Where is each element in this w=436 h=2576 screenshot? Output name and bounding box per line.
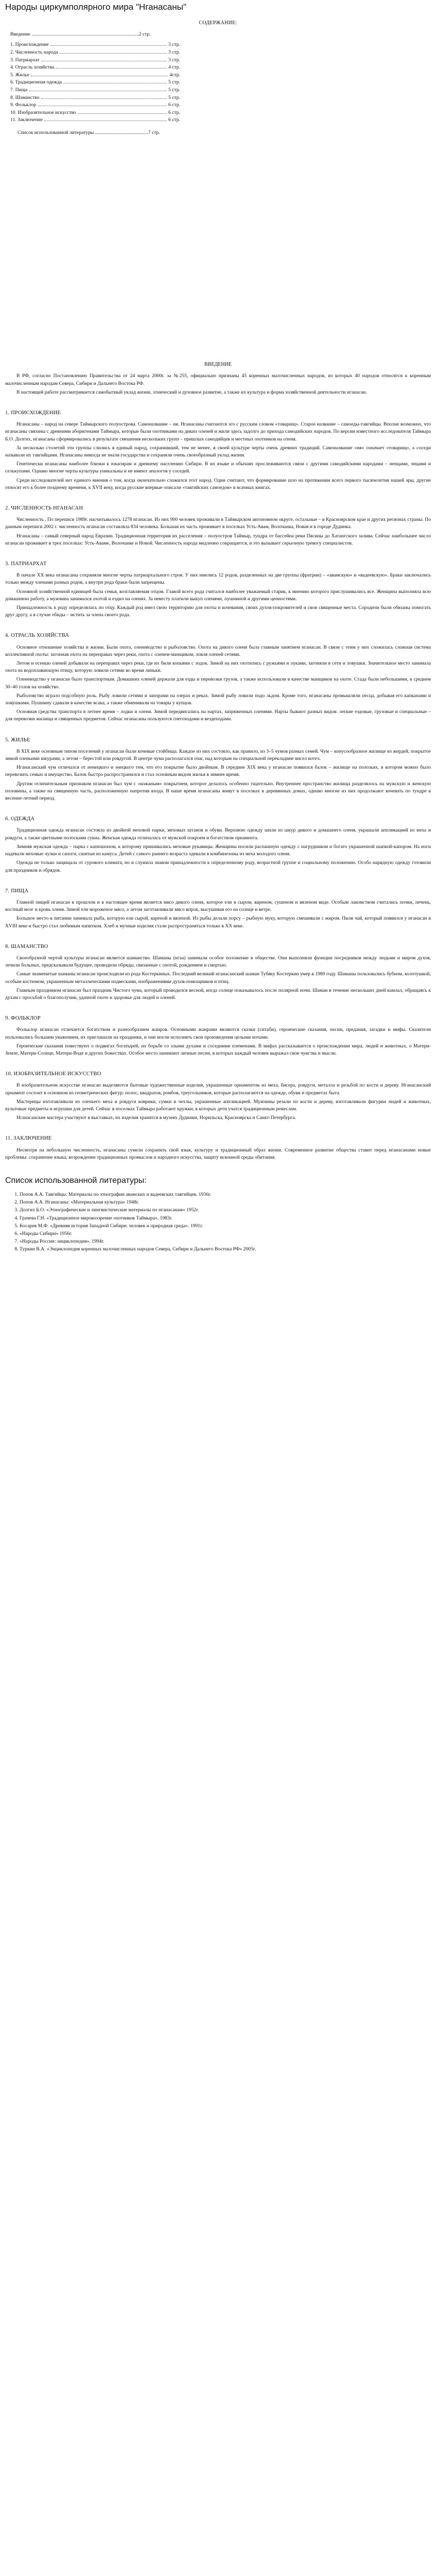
literature-item: 5. Косарев М.Ф. «Древняя история Западной Сибири: человек и природная среда». 1991г. (20, 1223, 431, 1230)
toc-item-page: 6 стр. (168, 102, 180, 108)
toc-item (10, 57, 180, 64)
toc-literature-line: Список использованной литературы ...........................................7 стр. (18, 129, 160, 135)
chapter-paragraph: Героические сказания повествуют о подвигах богатырей, их борьбе со злыми духами и соседними племенами. В мифах рассказывается о происхождении мира, людей и животных, о Матери-Земле, Матери-Солнце, Матери-Воде и других божествах. Особое место занимают личные песни, в которых каждый человек выражал свои чувства и мысли. (5, 1043, 431, 1056)
chapter-section (5, 632, 431, 723)
toc-list (5, 41, 431, 124)
toc-leader (60, 53, 167, 54)
chapter-title: 3. ПАТРИАРХАТ (5, 561, 47, 567)
literature-item: 3. Долгих Б.О. «Этнографические и лингвистические материалы по нганасанам» 1952г. (20, 1207, 431, 1214)
chapter-section (5, 410, 431, 492)
chapter-paragraph: В XIX веке основным типом поселений у нганасан были кочевые стойбища. Каждое из них состояло, как правило, из 3–5 чумов разных семей. Чум – конусообразное жилище из жердей, покрытое зимой оленьими шкурами, а летом – берестой или ровдугой. В центре чума располагался очаг, над которым на специальной перекладине висел котел. (5, 748, 431, 762)
chapter-section (5, 816, 431, 874)
chapter-paragraph: Мастерицы изготавливали из оленьего меха и ровдуги коврики, сумки и чехлы, украшенные аппликацией. Мужчины резали по кости и дереву, изготавливали фигурки людей и животных, культовые предметы и игрушки для детей. Сейчас в поселках Таймыра работают кружки, в которых дети учатся традиционным ремеслам. (5, 1098, 431, 1112)
toc-item (10, 79, 180, 87)
toc-item (10, 87, 180, 94)
chapter-paragraph: Нганасаны – народ на севере Таймырского полуострова. Самоназвание – ня. Нганасаны считаются эго с русским словом «товарищ». Старое название – самоеды-тавгийцы. Вполне возможно, что нганасаны связаны с древними аборигенами Таймыра, которые были охотниками на диких оленей и жили здесь задолго до прихода самодийских народов. По версии известного исследователя Таймыра Б.О. Долгих, нганасаны сформировались в результате смешения нескольких групп – пришлых самодийцев и местных охотников на оленя. (5, 421, 431, 442)
chapter-paragraph: Большое место в питании занимала рыба, которую ели сырой, вареной и вяленой. Из рыбы делали порсу – рыбную муку, которую смешивали с жиром. Пили чай, который появился у нганасан в XVIII веке и быстро стал любимым напитком. Хлеб и мучные изделия стали распространяться только в XX веке. (5, 916, 431, 929)
toc-item-label: 3. Патриархат (10, 57, 40, 63)
chapter-title: 5. ЖИЛЬЕ (5, 737, 30, 743)
chapter-paragraph: Фольклор нганасан отличается богатством и разнообразием жанров. Основными жанрами являются сказки (ситаби), героические сказания, песни, предания, загадки и мифы. Сказители пользовались большим уважением, их приглашали на праздники, и они могли исполнять свои произведения целыми ночами. (5, 1027, 431, 1040)
toc-item-page: 3 стр. (168, 42, 180, 48)
toc-item-label: 2. Численность народа (10, 49, 58, 55)
intro-paragraph: В РФ, согласно Постановлению Правительства от 24 марта 2000г. за №255, официально признаны 45 коренных малочисленных народов, из которых 40 народов относятся к коренным малочисленным народам Севера, Сибири и Дальнего Востока РФ. (5, 373, 431, 386)
toc-item-page: 3 стр. (168, 49, 180, 55)
chapter-section (5, 737, 431, 803)
toc-item-label: 5. Жилье (10, 72, 29, 78)
chapter-paragraph: Главной пищей нганасан в прошлом и в настоящее время является мясо дикого оленя, которое ели в сыром, вареном, сушеном и вяленом виде. Особым лакомством считались почки, печень, костный мозг и кровь оленя. Зимой ели мороженое мясо, а летом заготавливали мясо впрок, высушивая его на солнце и ветре. (5, 899, 431, 913)
toc-item-page: 3 стр. (168, 57, 180, 63)
chapter-paragraph: Несмотря на небольшую численность, нганасаны сумели сохранить свой язык, культуру и традиционный образ жизни. Современное развитие общества ставит перед нганасанами новые проблемы: сохранение языка, возрождение традиционных промыслов и народного искусства, защиту исконной среды обитания. (5, 1147, 431, 1160)
toc-item (10, 109, 180, 117)
toc-leader (78, 113, 167, 114)
toc-item (10, 64, 180, 72)
chapter-section (5, 561, 431, 619)
toc-item-page: 5 стр. (168, 79, 180, 86)
toc-item-page: 6 стр. (168, 117, 180, 123)
literature-title: Список использованной литературы: (5, 1176, 147, 1185)
document-page (0, 2, 436, 1253)
toc-item-page: 6 стр. (168, 109, 180, 115)
chapter-paragraph: Нганасаны – самый северный народ Евразии. Традиционная территория их расселения – полуостров Таймыр, тундра от бассейна реки Пясины до Хатангского залива. Сейчас наибольшее число нганасан проживает в трех поселках: Усть-Аваме, Волочанке и Новой. Численность народа медленно сокращается, и это вызывает серьезную тревогу специалистов. (5, 533, 431, 546)
toc-item (10, 49, 180, 57)
toc-item (10, 41, 180, 49)
chapter-paragraph: Основная средства транспорта в летнее время – лодки и олени. Зимой передвигались на нартах, запряженных оленями. Нарты бывают разных видов: легкие ездовые, грузовые и специальные – для перевозки жилища и священных предметов. Сейчас нганасаны пользуются снегоходами и вездеходами. (5, 709, 431, 722)
chapter-paragraph: В начале XX века нганасаны сохраняли многие черты патриархального строя. У них имелись 12 родов, разделенных на две группы (фратрии) – «авамскую» и «вадеевскую». Браки заключались только между членами разных родов, а внутри рода браки были запрещены. (5, 572, 431, 586)
toc-item-label: 10. Изобразительное искусство (10, 109, 76, 115)
chapter-paragraph: Своеобразной чертой культуры нганасан является шаманство. Шаманы (нгаа) занимали особое положение в обществе. Они выполняли функции посредников между людьми и миром духов, лечили больных, предсказывали будущее, проводили обряды, связанные с охотой, рождением и смертью. (5, 955, 431, 969)
chapter-paragraph: Зимняя мужская одежда – парка с капюшоном, к которому пришивались меховые рукавицы. Женщины носили распашную одежду с нагрудником и богато украшенной шапкой-капором. На ноги надевали меховые чулки и сапоги, сшитые из камуса. Детей с самого раннего возраста одевали в комбинезоны из меха молодого оленя. (5, 843, 431, 857)
toc-item-label: 8. Шаманство (10, 94, 40, 100)
chapter-paragraph: В изобразительном искусстве нганасан выделяются бытовые художественные изделия, украшенные орнаментом из меха, бисера, ровдуги, металла и резьбой по кости и дереву. Нганасанский орнамент состоит в основном из геометрических фигур: полос, квадратов, ромбов, треугольников, которые располагаются на одежде, обуви и предметах быта. (5, 1082, 431, 1096)
chapter-title: 10. ИЗОБРАЗИТЕЛЬНОЕ ИСКУССТВО (5, 1071, 101, 1077)
chapter-title: 4. ОТРАСЛЬ ХОЗЯЙСТВА (5, 633, 69, 639)
spacer (5, 137, 431, 358)
chapter-section (5, 1015, 431, 1057)
chapter-section (5, 505, 431, 547)
toc-item (10, 116, 180, 124)
literature-item: 1. Попов А.А. Тавгийцы: Материалы по этнографии авамских и вадеевских тавгийцев. 1936г. (20, 1191, 431, 1198)
chapter-paragraph: Оленеводство у нганасан было транспортным. Домашних оленей держали для езды и перевозки грузов, а также использовали в качестве манщиков на охоте. Стада были небольшими, в среднем 30–40 голов на хозяйство. (5, 676, 431, 690)
literature-item: 8. Туркин В.А. «Энциклопедия коренных малочисленных народов Севера, Сибири и Дальнего Востока РФ» 2005г. (20, 1246, 431, 1253)
intro-body (5, 372, 431, 396)
intro-heading: ВВЕДЕНИЕ (204, 362, 232, 368)
chapter-paragraph: Летом и осенью оленей добывали на переправах через реки, где их били копьями с лодок. Зимой на них охотились с ружьями и луками, загоняли в сети и ловушки. Значительное место занимала охота на водоплавающую птицу, которую ловили сетями во время линьки. (5, 660, 431, 674)
toc-item-label: 11. Заключение (10, 117, 43, 123)
chapter-paragraph: Главным праздником нганасан был праздник Чистого чума, который проводился весной, когда солнце показывалось после полярной ночи. Шаман в течение нескольких дней камлал, обращаясь к духам с просьбой о благополучии, удачной охоте и здоровье для людей и оленей. (5, 987, 431, 1001)
toc-item-page: 5 стр. (168, 87, 180, 93)
chapter-title: 9. ФОЛЬКЛОР (5, 1015, 41, 1022)
chapter-paragraph: За несколько столетий эти группы слились в единый народ, сохранивший, тем не менее, в своей культуре черты очень древних традиций. Самоназвание «ня» означает «товарищ», а соседи называли их тавгийцами. Нганасаны никогда не знали государства и сохраняли очень своеобразный уклад жизни. (5, 445, 431, 458)
chapter-paragraph: Самые знаменитые шаманы нганасан происходили из рода Костеркиных. Последний великий нганасанский шаман Тубяку Костеркин умер в 1989 году. Шаманы пользовались бубном, колотушкой, особым костюмом, украшенным металлическими подвесками, изображениями духов-помощников и птиц. (5, 971, 431, 985)
toc-item-page: 4стр. (169, 72, 180, 78)
toc-leader (41, 60, 167, 61)
toc-item-label: 4. Отрасль хозяйства (10, 64, 55, 71)
chapter-paragraph: Традиционная одежда нганасан состояла из двойной меховой парки, меховых штанов и обуви. Верхнюю одежду шили из шкур дикого и домашнего оленя, украшали аппликацией из меха и ровдуги, а также цветными полосками сукна. Женская одежда отличалась от мужской покроем и богатством орнамента. (5, 827, 431, 841)
toc-leader (50, 45, 167, 46)
toc-item-label: 6. Традиционная одежда (10, 79, 62, 86)
chapter-section (5, 888, 431, 930)
toc-item-label: 9. Фольклор (10, 102, 37, 108)
chapter-paragraph: Рыболовство играло подсобную роль. Рыбу ловили сетями и запорами на озерах и реках. Зимой рыбу ловили подо льдом. Кроме того, нганасаны промышляли песца, добывая его капканами и ловушками. Пушнину сдавали в качестве ясака, а также обменивали на товары у купцов. (5, 692, 431, 706)
chapter-paragraph: Принадлежность к роду определялась по отцу. Каждый род имел свою территорию для охоты и кочевания, своих духов-покровителей и свои священные места. Сородичи были обязаны помогать друг другу, а в случае обиды – мстить за члена своего рода. (5, 605, 431, 618)
toc-leader (63, 82, 167, 83)
chapter-title: 6. ОДЕЖДА (5, 816, 35, 822)
toc-item-page: 4 стр. (168, 64, 180, 71)
chapter-paragraph: Одежда не только защищала от сурового климата, но и служила знаком принадлежности к определенному роду, возрастной группе и социальному положению. Особо нарядную одежду готовили для праздников и обрядов. (5, 860, 431, 873)
chapter-section (5, 1135, 431, 1161)
toc-heading: СОДЕРЖАНИЕ: (199, 20, 237, 26)
literature-list (5, 1191, 431, 1253)
chapter-title: 1. ПРОИСХОЖДЕНИЕ (5, 410, 61, 416)
chapter-paragraph: Другим отличительным признаком нганасан был чум с «кожаным» покрытием, которое делалось особенно тщательно. Внутреннее пространство жилища разделялось на мужскую и женскую половины, а также на священную часть, расположенную напротив входа. В наше время нганасаны живут в поселках в деревянных домах, однако многие из них продолжают кочевать по тундре в весенне-летний период. (5, 781, 431, 802)
toc-leader (29, 90, 167, 91)
toc-item (10, 101, 180, 109)
literature-item: 2. Попов А.А. Нганасаны: «Материальная культура» 1948г. (20, 1199, 431, 1206)
intro-paragraph: В настоящей работе рассматривается самобытный уклад жизни, этнический и духовное развитие, а также их культура и форма хозяйственной деятельности нганасан. (16, 389, 367, 395)
chapter-section (5, 943, 431, 1002)
table-of-contents (5, 20, 431, 137)
toc-leader (41, 98, 167, 99)
toc-item-page: 5 стр. (168, 94, 180, 100)
chapters (5, 410, 431, 1161)
toc-intro-line: Введение .......................................................................................2 стр. (10, 31, 151, 38)
chapter-title: 7. ПИЩА (5, 888, 29, 894)
chapter-title: 11. ЗАКЛЮЧЕНИЕ (5, 1136, 52, 1142)
chapter-paragraph: Основное отношение хозяйства и жизни. Были охота, оленеводство и рыболовство. Охота на дикого оленя была главным занятием нганасан. В связи с этим у них сложилась сложная система коллективной охоты: загонная охота на переправах через реки, охота с оленем-манщиком, ловля оленей сетями. (5, 644, 431, 657)
toc-item-label: 7. Пища (10, 87, 28, 93)
literature-item: 6. «Народы Сибири» 1956г. (20, 1230, 431, 1238)
chapter-paragraph: Среди исследователей нет единого мнения о том, когда окончательно сложился этот народ. Одни считают, что формирование шло на протяжении всего первого тысячелетия нашей эры, другие относят его к более позднему времени, к XVII веку, когда русские впервые описали «тавгийских самоедов» в ясачных книгах. (5, 477, 431, 490)
chapter-title: 2. ЧИСЛЕННОСТЬ НГАНАСАН (5, 505, 83, 511)
chapter-paragraph: Нганасанские мастера участвуют в выставках, их изделия хранятся в музеях Дудинки, Норильска, Красноярска и Санкт-Петербурга. (16, 1115, 296, 1121)
toc-leader (56, 67, 167, 69)
toc-leader (44, 120, 167, 121)
toc-leader (31, 75, 168, 76)
chapter-title: 8. ШАМАНСТВО (5, 943, 48, 950)
toc-item-label: 1. Происхождение (10, 42, 49, 48)
toc-leader (38, 105, 167, 106)
literature-item: 4. Грачева Г.Н. «Традиционное мировоззрение охотников Таймыра». 1983г. (20, 1215, 431, 1222)
chapter-paragraph: Численность . По переписи 1989г. насчитывалось 1278 нганасан. Из них 900 человек проживали в Таймырском автономном округе, остальные – в Красноярском крае и других регионах страны. По данным переписи 2002 г. численность нганасан составляла 834 человека. Большая их часть проживает в поселках Усть-Авам, Волочанка, Новая и в городе Дудинка. (5, 517, 431, 530)
chapter-paragraph: Генетически нганасаны наиболее близки к юкагирам и древнему населению Сибири. В их языке и обычаях прослеживаются связи с другими самодийскими народами – ненцами, энцами и селькупами. Однако многие черты культуры уникальны и не имеют аналогов у соседей. (5, 461, 431, 474)
toc-item (10, 94, 180, 102)
toc-item (10, 72, 180, 79)
document-title: Народы циркумполярного мира "Нганасаны" (5, 2, 187, 12)
chapter-section (5, 1071, 431, 1122)
literature-item: 7. «Народы России: энциклопедия». 1994г. (20, 1238, 431, 1245)
chapter-paragraph: Основной хозяйственной единицей была семья, возглавляемая отцом. Главой всего рода считался наиболее уважаемый старик, к мнению которого прислушивались все. Женщина выполняла всю домашнюю работу, а мужчина занимался охотой и ездил на оленях. За невесту платили выкуп оленями, пушниной и другими ценностями. (5, 588, 431, 602)
chapter-paragraph: Нганасанский чум отличался от ненецкого и энецкого тем, что его покрытие было двойным. В середине XIX века у нганасан появился балок – жилище на полозьях, в котором можно было перевозить семью и имущество. Балок быстро распространился и стал основным видом жилья в зимнее время. (5, 765, 431, 778)
